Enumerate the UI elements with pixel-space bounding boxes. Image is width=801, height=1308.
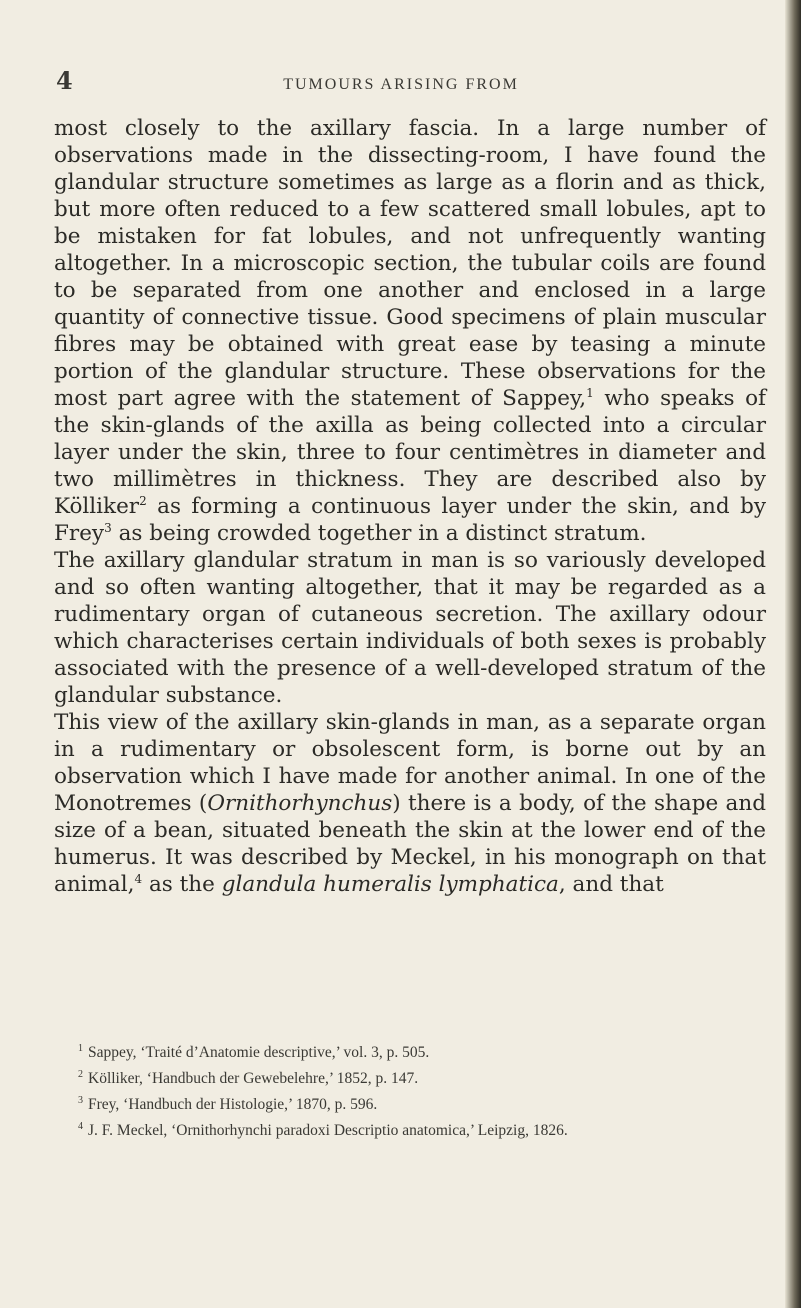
footnote-text: Frey, ‘Handbuch der Histologie,’ 1870, p. 596. bbox=[88, 1096, 378, 1114]
footnotes bbox=[54, 1038, 766, 1143]
text-run: as forming a continuous layer under the skin, and by Frey bbox=[54, 494, 766, 546]
text-run: most closely to the axillary fascia. In a large number of observations made in the dissecting-room, I have found the glandular structure sometimes as large as a florin and as thick, but more often reduced to a few scattered small lobules, apt to be mistaken for fat lobules, and not unfrequently wanting altogether. In a microscopic section, the tubular coils are found to be separated from one another and enclosed in a large quantity of connective tissue. Good specimens of plain muscular fibres may be obtained with great ease by teasing a minute portion of the glandular structure. These observations for the most part agree with the statement of Sappey, bbox=[54, 116, 766, 411]
footnote-number: 1 bbox=[78, 1043, 83, 1054]
text-run: who speaks of the skin-glands of the axilla as being collected into a circular layer under the skin, three to four centimètres in diameter and two millimètres in thickness. They are described also by Kölliker bbox=[54, 386, 766, 519]
page-number: 4 bbox=[56, 66, 73, 95]
running-head: TUMOURS ARISING FROM bbox=[283, 76, 519, 93]
footnote-number: 2 bbox=[78, 1069, 83, 1081]
footnote-4 bbox=[54, 1116, 766, 1142]
footnote-1 bbox=[54, 1038, 766, 1064]
footnote-number: 4 bbox=[78, 1121, 83, 1133]
footnote-text: Sappey, ‘Traité d’Anatomie descriptive,’ vol. 3, p. 505. bbox=[88, 1044, 430, 1062]
paragraph-3 bbox=[54, 709, 766, 898]
page-edge-shadow bbox=[785, 0, 801, 1308]
text-run: as the bbox=[148, 872, 222, 897]
footnote-text: J. F. Meckel, ‘Ornithorhynchi paradoxi Descriptio anatomica,’ Leipzig, 1826. bbox=[88, 1122, 568, 1140]
footnote-ref-3: 3 bbox=[104, 520, 112, 535]
text-run: ) there is a body, of the shape and size of a bean, situated beneath the skin at the lower end of the humerus. It was described by Meckel, in his monograph on that animal, bbox=[54, 791, 766, 897]
page-header bbox=[56, 66, 746, 100]
footnote-number: 3 bbox=[78, 1095, 83, 1107]
text-run: The axillary glandular stratum in man is so variously developed and so often wanting altogether, that it may be regarded as a rudimentary organ of cutaneous secretion. The axillary odour which characterises certain individuals of both sexes is probably associated with the presence of a well-developed stratum of the glandular substance. bbox=[54, 548, 766, 708]
paragraph-1 bbox=[54, 115, 766, 547]
footnote-ref-4: 4 bbox=[134, 871, 143, 886]
text-run: , and that bbox=[558, 872, 664, 897]
footnote-ref-1: 1 bbox=[586, 385, 594, 400]
italic-genus-name: Ornithorhynchus bbox=[207, 791, 393, 816]
footnote-2 bbox=[54, 1064, 766, 1090]
footnote-3 bbox=[54, 1090, 766, 1116]
text-run: as being crowded together in a distinct stratum. bbox=[118, 521, 647, 546]
paragraph-2 bbox=[54, 547, 766, 709]
footnote-text: Kölliker, ‘Handbuch der Gewebelehre,’ 1852, p. 147. bbox=[88, 1070, 419, 1088]
text-run: This view of the axillary skin-glands in man, as a separate organ in a rudimentary or obsolescent form, is borne out by an observation which I have made for another animal. In one of the Monotremes ( bbox=[54, 710, 766, 816]
body-text bbox=[54, 115, 766, 898]
italic-latin-term: glandula humeralis lymphatica bbox=[221, 872, 559, 897]
footnote-ref-2: 2 bbox=[139, 493, 147, 508]
